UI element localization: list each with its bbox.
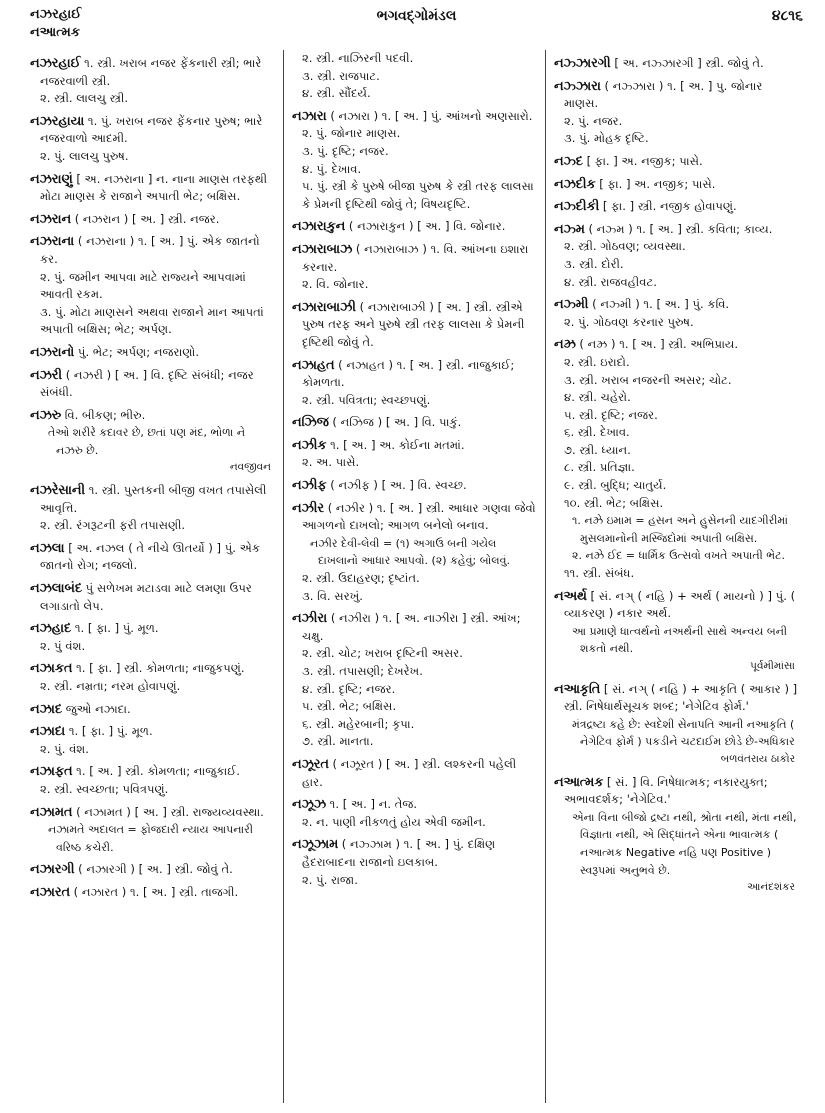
headword: નઝરાનો: [30, 344, 75, 360]
headword: નઝામત: [30, 804, 73, 820]
dictionary-entry: [292, 414, 537, 432]
sense-line: ૩. સ્ત્રી. દોરી.: [564, 256, 624, 271]
dictionary-entry: [292, 500, 537, 535]
definition-text: પું. ભેટ; અર્પણ; નજરાણો.: [74, 344, 200, 359]
guide-word-last: નઆત્મક: [30, 25, 81, 40]
sense-line: ૨. સ્ત્રી. લાલચુ સ્ત્રી.: [40, 91, 129, 106]
dictionary-entry: [554, 78, 799, 113]
sense-line: ૨. સ્ત્રી. ઇરાદો.: [564, 354, 630, 369]
definition-text: પું સળેખમ મટાડવા માટે લમણા ઉપર લગાડાતો લેપ.: [40, 581, 252, 613]
sense-line: ૫. સ્ત્રી. દૃષ્ટિ; નજર.: [564, 407, 658, 422]
dictionary-entry: [554, 198, 799, 216]
definition-text: ( નઝીર ) ૧. [ અ. ] સ્ત્રી. આધાર ગણવા જેવો આગળનો દાખલો; આગળ બનેલો બનાવ.: [302, 500, 536, 533]
usage-quote: મંત્રદ્રષ્ટા કહે છે: સ્વદેશી સેનાપતિ આની નઆકૃતિ ( નેગેટિવ ફોર્મ ) પકડીને ચટદાઈમ છોડે છે-અધિકાર: [572, 717, 795, 749]
sense-line: ૩. સ્ત્રી. તપાસણી; દેખરેખ.: [302, 664, 423, 678]
sense-line: ૪. સ્ત્રી. ચહેરો.: [564, 390, 631, 405]
definition-text: ( નઝારાબાઝી ) [ અ. ] સ્ત્રી. સ્ત્રીએ પુરુષ તરફ અને પુરુષે સ્ત્રી તરફ લાલસા કે પ્રેમની દૃષ્ટિથી જોવું તે.: [302, 299, 525, 349]
definition-text: વિ. બીકણ; ભીરુ.: [61, 407, 146, 422]
quote-source: આનંદશંકર: [747, 881, 795, 894]
headword: નઝરાના: [30, 234, 75, 250]
definition-text: [ સં. નઞ્ ( નહિ ) + આકૃતિ ( આકાર ) ] સ્ત્રી. નિષેધાર્થસૂચક શબ્દ; 'નેગેટિવ ફોર્મ.': [564, 681, 798, 714]
headword: નઝ્મી: [554, 297, 589, 313]
definition-text: ( નઝ્ર ) ૧. [ અ. ] સ્ત્રી. અભિપ્રાય.: [575, 337, 739, 352]
headword: નઝિજ: [292, 415, 329, 431]
definition-text: ( નઝીરા ) ૧. [ અ. નાઝીરા ] સ્ત્રી. આંખ; ચક્ષુ.: [302, 611, 521, 643]
headword: નઝારાબાઝ: [292, 241, 353, 257]
dictionary-entry: [30, 55, 275, 90]
sense-line: ૬. સ્ત્રી. દેખાવ.: [564, 425, 630, 440]
page-header: [30, 6, 803, 50]
sense-line: ૬. સ્ત્રી. મહેરબાની; કૃપા.: [302, 716, 415, 731]
column-right: [545, 50, 807, 1103]
sense-line: ૨. પું. લાલચુ પુરુષ.: [40, 148, 129, 163]
headword: નઝીરા: [292, 611, 328, 627]
dictionary-entry: [30, 482, 275, 517]
sense-line: ૧૧. સ્ત્રી. સંબંધ.: [564, 566, 635, 581]
definition-text: [ ફા. ] સ્ત્રી. નજીક હોવાપણું.: [599, 199, 737, 214]
dictionary-entry: [554, 221, 799, 239]
definition-text: [ અ. નઝરાના ] ન. નાના માણસ તરફથી મોટા માણસ કે રાજાને અપાતી ભેટ; બક્ષિસ.: [40, 171, 268, 204]
definition-text: ( નઝારા ) ૧. [ અ. ] પું. આંખનો અણસારો.: [326, 108, 533, 123]
dictionary-entry: [30, 660, 275, 678]
dictionary-entry: [292, 756, 537, 791]
definition-text: ( નઝીફ ) [ અ. ] વિ. સ્વચ્છ.: [326, 478, 467, 493]
sense-line: ૨. પું. નજર.: [564, 113, 623, 128]
definition-text: ( નઝ્ઝારા ) ૧. [ અ. ] પુ. જોનાર માણસ.: [564, 78, 763, 111]
headword: નઝલા: [30, 540, 65, 556]
definition-text: ( નઝિજ ) [ અ. ] વિ. પાકું.: [328, 415, 462, 430]
page-number: ૪૮૧૬: [771, 8, 803, 24]
definition-text: ૧. [ ફા. ] પું. મૂળ.: [71, 621, 159, 636]
headword: નઝ્ર: [554, 337, 576, 353]
usage-quote: નઝીર દેવી-લેવી = (૧) અગાઉ બની ગયેલ દાખલાનો આધાર આપવો. (૨) કહેવું; બોલવું.: [310, 536, 510, 568]
sense-line: ૪. પું. દેખાવ.: [302, 161, 362, 176]
sense-line: ૨. અ. પાસે.: [302, 455, 360, 470]
dictionary-entry: [554, 681, 799, 716]
sense-line: ૩. વિ. સરખું.: [302, 588, 363, 603]
dictionary-columns: [30, 50, 807, 1103]
sense-line: ૨. સ્ત્રી. રંગરૂટની ફરી તપાસણી.: [40, 518, 186, 533]
sense-line: ૧૦. સ્ત્રી. ભેટ; બક્ષિસ.: [564, 495, 664, 510]
headword: નઝૂરત: [292, 756, 329, 772]
dictionary-entry: [292, 796, 537, 814]
definition-text: ( નઝારગી ) [ અ. ] સ્ત્રી. જોવું તે.: [74, 862, 233, 877]
headword: નઝારત: [30, 884, 70, 900]
dictionary-entry: [30, 407, 275, 425]
headword: નઆત્મક: [554, 774, 604, 790]
sense-line: ૩. સ્ત્રી. ખરાબ નજરની અસર; ચોટ.: [564, 372, 732, 387]
headword: નઝારાબાઝી: [292, 299, 356, 315]
headword: નઝલાબંદ: [30, 581, 82, 597]
dictionary-entry: [30, 344, 275, 362]
sense-line: ૩. પું. મોહક દૃષ્ટિ.: [564, 131, 649, 146]
dictionary-entry: [292, 836, 537, 871]
sense-line: ૨. સ્ત્રી. ચોટ; ખરાબ દૃષ્ટિની અસર.: [302, 646, 463, 661]
headword: નઝાફત: [30, 764, 73, 780]
sense-line: ૨. સ્ત્રી. ઉદાહરણ; દૃષ્ટાંત.: [302, 571, 420, 586]
dictionary-entry: [30, 540, 275, 575]
dictionary-entry: [30, 171, 275, 206]
headword: નઝ્મ: [554, 221, 585, 237]
usage-quote: એના વિના બીજો દ્રષ્ટા નથી, શ્રોતા નથી, મંતા નથી, વિજ્ઞાતા નથી, એ સિદ્ધાંતને એના ભાવાત્મક ( નઆત્મક Negative નહિ પણ Positive ) સ્વરૂપમાં અનુભવે છે.: [572, 810, 797, 877]
sense-line: ૨. સ્ત્રી. ગોઠવણ; વ્યવસ્થા.: [564, 239, 686, 254]
sense-line: ૨. પું. રાજા.: [302, 872, 358, 887]
headword: નઝીફ: [292, 478, 327, 494]
dictionary-entry: [30, 723, 275, 741]
headword: નઝરાણું: [30, 171, 73, 187]
dictionary-entry: [30, 804, 275, 822]
dictionary-entry: [554, 153, 799, 171]
usage-quote: તેઓ શરીરે કદાવર છે, છતાં પણ મંદ, ભોળા ને નઝરુ છે.: [48, 426, 246, 457]
definition-text: જુઓ નઝાદા.: [62, 701, 131, 716]
quote-source: પૂર્વમીમાંસા: [750, 660, 795, 672]
column-middle: [283, 50, 545, 1103]
sense-line: ૨. સ્ત્રી. સ્વચ્છતા; પવિત્રપણું.: [40, 781, 169, 796]
sense-line: ૫. સ્ત્રી. ભેટ; બક્ષિસ.: [302, 699, 397, 714]
definition-text: ( નઝરાના ) ૧. [ અ. ] પું. એક જાતનો કર.: [40, 234, 260, 266]
definition-text: ૧. [ અ. ] અ. કોઈના મતમાં.: [326, 437, 465, 452]
sense-line: ૨. વિ. જોનાર.: [302, 277, 369, 292]
definition-text: [ ફા. ] અ. નજીક; પાસે.: [595, 176, 716, 191]
sense-line: ૮. સ્ત્રી. પ્રતિજ્ઞા.: [564, 460, 635, 475]
dictionary-entry: [554, 336, 799, 354]
definition-text: [ સં. ] વિ. નિષેધાત્મક; નકારયુક્ત; અભાવદર્શક; 'નેગેટિવ.': [564, 774, 768, 807]
definition-text: [ અ. નઝ્ઝારગી ] સ્ત્રી. જોવું તે.: [610, 56, 764, 70]
sense-line: ૨. પું. ગોઠવણ કરનાર પુરુષ.: [564, 314, 694, 329]
headword: નઅર્થ: [554, 588, 587, 604]
sense-line: ૨. પું વંશ.: [40, 638, 86, 653]
definition-text: [ અ. નઝલ ( તે નીચે ઊતર્યો ) ] પું. એક જાતનો રોગ; નજલો.: [40, 540, 261, 573]
dictionary-entry: [292, 610, 537, 645]
dictionary-entry: [292, 357, 537, 392]
definition-text: ૧. સ્ત્રી. પુસ્તકની બીજી વખત તપાસેલી આવૃત્તિ.: [40, 483, 267, 515]
dictionary-entry: [30, 620, 275, 638]
sense-line: ૫. પું. સ્ત્રી કે પુરુષે બીજા પુરુષ કે સ્ત્રી તરફ લાલસા કે પ્રેમની દૃષ્ટિથી જોવું તે; વિષયદૃષ્ટિ.: [302, 179, 534, 211]
headword: નઝાદ: [30, 701, 63, 717]
headword: નઝરાન: [30, 211, 72, 227]
sense-line: ૨. સ્ત્રી. પવિત્રતા; સ્વચ્છપણું.: [302, 392, 431, 407]
headword: નઝાહત: [292, 357, 335, 373]
dictionary-entry: [554, 588, 799, 623]
sense-line: ૪. સ્ત્રી. દૃષ્ટિ; નજર.: [302, 681, 396, 696]
dictionary-entry: [30, 861, 275, 879]
headword: નઆકૃતિ: [554, 681, 601, 697]
dictionary-entry: [30, 233, 275, 268]
definition-text: [ ફા. ] અ. નજીક; પાસે.: [582, 153, 703, 168]
definition-text: ૧. [ અ. ] ન. તેજ.: [325, 797, 418, 812]
definition-text: ( નઝારાબાઝ ) ૧. વિ. આંખના ઇશારા કરનાર.: [302, 241, 529, 274]
sense-line: ૩. સ્ત્રી. રાજપાટ.: [302, 68, 380, 83]
headword: નઝ્દ: [554, 153, 583, 169]
sense-line: ૨. સ્ત્રી. નમ્રતા; નરમ હોવાપણું.: [40, 679, 181, 693]
dictionary-entry: [30, 580, 275, 615]
definition-text: [ સં. નઞ્ ( નહિ ) + અર્થ ( માયનો ) ] પું. ( વ્યાકરણ ) નકાર અર્થ.: [564, 588, 796, 621]
definition-text: ( નઝરાન ) [ અ. ] સ્ત્રી. નજર.: [71, 211, 220, 226]
usage-quote: ૨. નઝ્રે ઈદ = ધાર્મિક ઉત્સવો વખતે અપાતી ભેટ.: [572, 549, 785, 563]
headword: નઝૂઝામ: [292, 837, 339, 853]
dictionary-entry: [30, 367, 275, 402]
definition-text: ૧. [ અ. ] સ્ત્રી. કોમળતા; નાજુકાઈ.: [72, 764, 240, 779]
headword: નઝરહાયા: [30, 113, 85, 129]
headword: નઝ્દીકી: [554, 199, 600, 215]
dictionary-entry: [30, 113, 275, 148]
headword: નઝ્ઝારા: [554, 78, 601, 94]
dictionary-entry: [554, 296, 799, 314]
dictionary-entry: [292, 299, 537, 352]
definition-text: ( નઝ્મી ) ૧. [ અ. ] પું. કવિ.: [588, 297, 730, 312]
sense-line: ૭. સ્ત્રી. ધ્યાન.: [564, 442, 631, 457]
headword: નઝારગી: [30, 862, 75, 878]
dictionary-entry: [30, 211, 275, 229]
dictionary-entry: [292, 218, 537, 236]
dictionary-entry: [30, 884, 275, 902]
headword: નઝારા: [292, 108, 327, 124]
sense-line: ૪. સ્ત્રી. સૌંદર્ય.: [302, 86, 371, 101]
definition-text: ( નઝારત ) ૧. [ અ. ] સ્ત્રી. તાજગી.: [69, 884, 239, 899]
dictionary-entry: [30, 701, 275, 719]
book-title: ભગવદ્ગોમંડલ: [376, 8, 457, 24]
definition-text: ( નઝામત ) [ અ. ] સ્ત્રી. રાજ્યવ્યવસ્થા.: [72, 804, 264, 819]
definition-text: ( નઝરી ) [ અ. ] વિ. દૃષ્ટિ સંબંધી; નજર સંબંધી.: [40, 367, 254, 400]
dictionary-entry: [292, 477, 537, 495]
definition-text: ૧. પું. ખરાબ નજર ફેંકનાર પુરુષ; ભારે નજરવાળો આદમી.: [40, 113, 263, 146]
headword: નઝદીક: [554, 176, 596, 192]
sense-line: ૩. પું. દૃષ્ટિ; નજર.: [302, 143, 389, 158]
usage-quote: નઝામતે અદાલત = ફોજદારી ન્યાય આપનારી વરિષ્ઠ કચેરી.: [48, 823, 253, 854]
sense-line: ૨. ન. પાણી નીકળતું હોય એવી જમીન.: [302, 814, 486, 829]
headword: નઝાકત: [30, 661, 73, 677]
column-left: [30, 50, 283, 1103]
sense-line: ૪. સ્ત્રી. રાજવહીવટ.: [564, 274, 657, 289]
sense-line: ૨. સ્ત્રી. નાઝિરની પદવી.: [302, 51, 414, 65]
definition-text: ૧. [ ફા. ] પું. મૂળ.: [65, 724, 153, 739]
headword: નઝૂઝ: [292, 797, 326, 813]
definition-text: ( નઝારાકુન ) [ અ. ] વિ. જોનાર.: [345, 219, 506, 234]
dictionary-entry: [292, 108, 537, 126]
usage-quote: ૧. નઝ્રે ઇમામ = હસન અને હુસેનની યાદગીરીમાં મુસલમાનોની મસ્જિદોમાં અપાતી બક્ષિસ.: [572, 514, 788, 545]
usage-quote: આ પ્રમાણે ધાત્વર્થનો નઅર્થની સાથે અન્વય બની શકતો નથી.: [572, 624, 788, 656]
headword: નઝરેસાની: [30, 483, 86, 499]
definition-text: ( નઝૂરત ) [ અ. ] સ્ત્રી. લશ્કરની પહેલી હાર.: [302, 756, 517, 789]
guide-word-first: નઝરહાઈ: [30, 7, 82, 22]
headword: નઝરી: [30, 367, 63, 383]
dictionary-entry: [30, 763, 275, 781]
sense-line: ૯. સ્ત્રી. બુદ્ધિ; ચાતુર્ય.: [564, 478, 667, 493]
definition-text: ( નઝ્ઝામ ) ૧. [ અ. ] પું. દક્ષિણ હૈદરાબાદના રાજાનો ઇલકાબ.: [302, 837, 496, 869]
dictionary-entry: [292, 437, 537, 455]
sense-line: ૨. પું. જોનાર માણસ.: [302, 126, 401, 141]
definition-text: ( નઝ્મ ) ૧. [ અ. ] સ્ત્રી. કવિતા; કાવ્ય.: [584, 221, 773, 236]
quote-source: બળવંતરાય ઠાકોર: [720, 752, 795, 765]
definition-text: ( નઝાહત ) ૧. [ અ. ] સ્ત્રી. નાજુકાઈ; કોમળતા.: [302, 357, 515, 390]
headword: નઝાદા: [30, 724, 66, 740]
headword: નઝરુ: [30, 407, 62, 423]
headword: નઝીર: [292, 500, 325, 516]
sense-line: ૭. સ્ત્રી. માનતા.: [302, 734, 374, 749]
dictionary-entry: [554, 55, 799, 73]
sense-line: ૨. પું. જમીન આપવા માટે રાજ્યને આપવામાં આવતી રકમ.: [40, 269, 246, 302]
headword: નઝહાદ: [30, 621, 72, 637]
quote-source: નવજીવન: [229, 461, 271, 474]
dictionary-entry: [554, 176, 799, 194]
headword: નઝરહાઈ: [30, 56, 81, 71]
headword: નઝારાકુન: [292, 219, 346, 235]
definition-text: ૧. સ્ત્રી. ખરાબ નજર ફેંકનારી સ્ત્રી; ભારે નજરવાળી સ્ત્રી.: [40, 56, 262, 88]
dictionary-entry: [292, 241, 537, 276]
headword: નઝીક: [292, 437, 327, 453]
dictionary-entry: [554, 774, 799, 809]
definition-text: ૧. [ ફા. ] સ્ત્રી. કોમળતા; નાજુકપણું.: [72, 661, 245, 676]
sense-line: ૩. પું. મોટા માણસને અથવા રાજાને માન આપતાં અપાતી બક્ષિસ; ભેટ; અર્પણ.: [40, 304, 264, 337]
sense-line: ૨. પું. વંશ.: [40, 741, 89, 756]
headword: નઝ્ઝારગી: [554, 56, 611, 71]
